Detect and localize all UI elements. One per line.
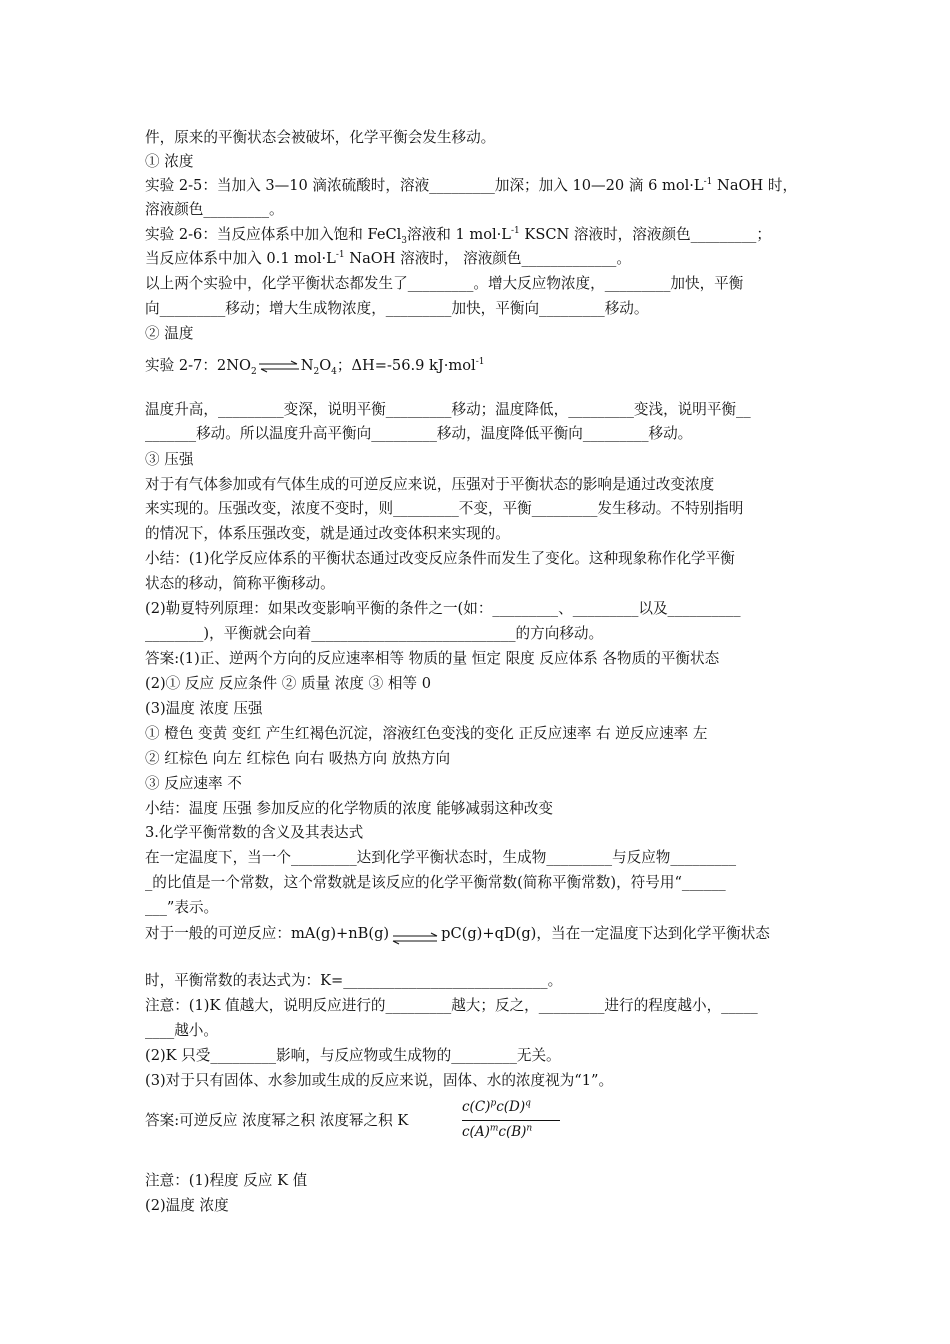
answer-line: ① 橙色 变黄 变红 产生红褐色沉淀，溶液红色变浅的变化 正反应速率 右 逆反应速率 左 [145,725,708,742]
equilibrium-constant-fraction: $c(C)^pc(D)^q$ $c(A)^mc(B)^n$ [462,1099,574,1147]
text-line: 来实现的。压强改变，浓度不变时，则_________不变，平衡_________发生移动。不特别指明 [145,500,744,517]
section-heading: 3.化学平衡常数的含义及其表达式 [145,824,364,841]
text-line: 小结：(1)化学反应体系的平衡状态通过改变反应条件而发生了变化。这种现象称作化学平衡 [145,550,735,567]
text-line: 状态的移动，简称平衡移动。 [145,575,335,592]
text-line: _______移动。所以温度升高平衡向_________移动，温度降低平衡向_________移动。 [145,425,693,442]
reversible-arrow-icon [389,924,441,944]
text-line: 对于一般的可逆反应：mA(g)+nB(g) pC(g)+qD(g)，当在一定温度下达到化学平衡状态 [145,925,770,942]
text-line: 向_________移动；增大生成物浓度，_________加快，平衡向_________移动。 [145,300,649,317]
text-line: (2)勒夏特列原理：如果改变影响平衡的条件之一(如：_________、_________以及__________ [145,600,741,617]
answer-line: (2)温度 浓度 [145,1197,229,1214]
text-line: ② 温度 [145,325,194,342]
text-line: 件，原来的平衡状态会被破坏，化学平衡会发生移动。 [145,129,496,146]
text-line: ① 浓度 [145,153,194,170]
text-line: ____越小。 [145,1022,218,1039]
answer-line: (2)① 反应 反应条件 ② 质量 浓度 ③ 相等 0 [145,675,431,692]
answer-line: 答案:(1)正、逆两个方向的反应速率相等 物质的量 恒定 限度 反应体系 各物质的平衡状态 [145,650,720,667]
text-line: (2)K 只受_________影响，与反应物或生成物的_________无关。 [145,1047,561,1064]
text-line: ___”表示。 [145,899,219,916]
answer-line: ③ 反应速率 不 [145,775,242,792]
text-line: 的情况下，体系压强改变，就是通过改变体积来实现的。 [145,525,510,542]
reversible-arrow-icon [257,356,301,376]
text-line: _的比值是一个常数，这个常数就是该反应的化学平衡常数(简称平衡常数)，符号用“______ [145,874,726,891]
answer-line: 答案:可逆反应 浓度幂之积 浓度幂之积 K [145,1112,409,1129]
text-line: 实验 2-7：$2NO_2$ $N_2O_4$；ΔH=-56.9 kJ·mol$^{-1}$ [145,357,485,377]
text-line: 溶液颜色_________。 [145,201,284,218]
text-line: 温度升高，_________变深，说明平衡_________移动；温度降低，_________变浅，说明平衡__ [145,401,751,418]
text-line: 以上两个实验中，化学平衡状态都发生了_________。增大反应物浓度，_________加快，平衡 [145,275,744,292]
text-line: 实验 2-5：当加入 3—10 滴浓硫酸时，溶液_________加深；加入 10—20 滴 6 $mol\cdot L^{-1}$ NaOH 时， [145,177,798,194]
text-line: 当反应体系中加入 0.1 $mol\cdot L^{-1}$ NaOH 溶液时， 溶液颜色_____________。 [145,250,631,267]
answer-line: 小结：温度 压强 参加反应的化学物质的浓度 能够减弱这种改变 [145,800,553,817]
text-line: ③ 压强 [145,451,194,468]
answer-line: (3)温度 浓度 压强 [145,700,263,717]
text-line: ________)，平衡就会向着____________________________的方向移动。 [145,625,604,642]
text-line: 注意：(1)K 值越大，说明反应进行的_________越大；反之，_________进行的程度越小，_____ [145,997,758,1014]
text-line: 实验 2-6：当反应体系中加入饱和 FeCl$_3$溶液和 1 $mol\cdot L^{-1}$ KSCN 溶液时，溶液颜色_________； [145,226,771,246]
answer-line: 注意：(1)程度 反应 K 值 [145,1172,308,1189]
text-line: 对于有气体参加或有气体生成的可逆反应来说，压强对于平衡状态的影响是通过改变浓度 [145,476,715,493]
text-line: 在一定温度下，当一个_________达到化学平衡状态时，生成物_________与反应物_________ [145,849,737,866]
text-line: 时，平衡常数的表达式为：K=____________________________。 [145,972,563,989]
answer-line: ② 红棕色 向左 红棕色 向右 吸热方向 放热方向 [145,750,451,767]
text-line: (3)对于只有固体、水参加或生成的反应来说，固体、水的浓度视为“1”。 [145,1072,614,1089]
